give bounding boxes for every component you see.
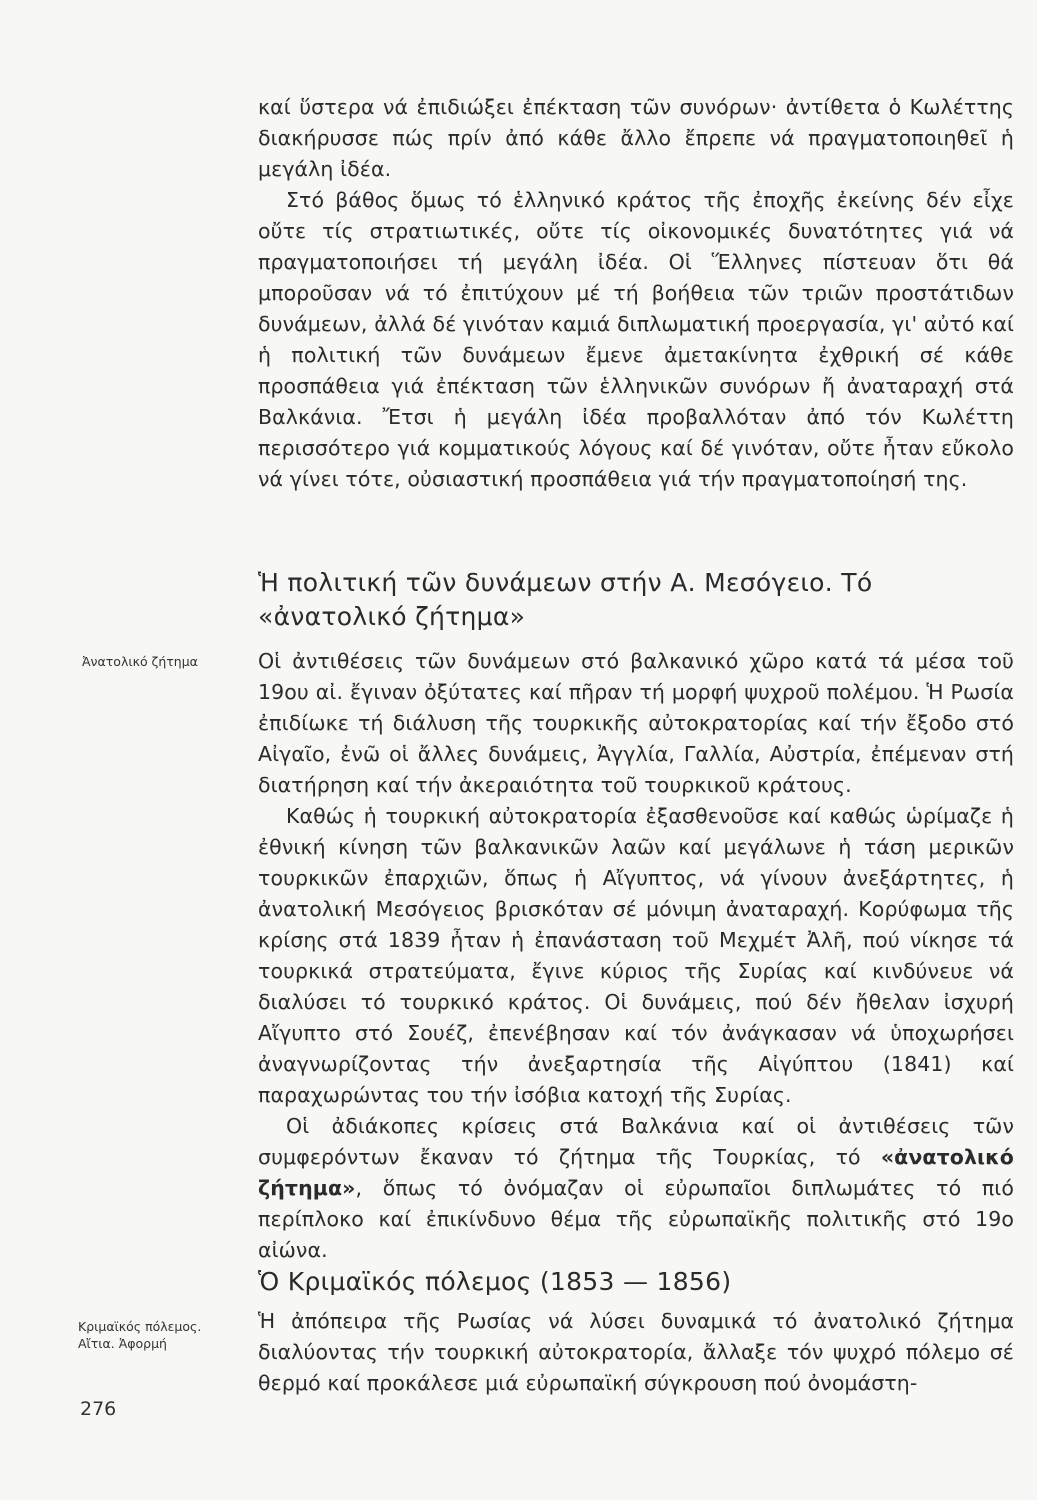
section1-paragraph-1: Οἱ ἀντιθέσεις τῶν δυνάμεων στό βαλκανικό χῶρο κατά τά μέσα τοῦ 19ου αἰ. ἔγιναν ὀξύτατες καί πῆραν τή μορφή ψυχροῦ πολέμου. Ἡ Ρωσία ἐπιδίωκε τή διάλυση τῆς τουρκικῆς αὐτοκρατορίας καί τήν ἔξοδο στό Αἰγαῖο, ἐνῶ οἱ ἄλλες δυνάμεις, Ἀγγλία, Γαλλία, Αὐστρία, ἐπέμεναν στή διατήρηση καί τήν ἀκεραιότητα τοῦ τουρκικοῦ κράτους. [258, 649, 1014, 797]
section-heading-eastern-question: Ἡ πολιτική τῶν δυνάμεων στήν Α. Μεσόγειο. Τό «ἀνατολικό ζήτημα» [258, 568, 873, 631]
section1-paragraph-3 [258, 1111, 1014, 1266]
section2-paragraph-1: Ἡ ἀπόπειρα τῆς Ρωσίας νά λύσει δυναμικά τό ἀνατολικό ζήτημα διαλύοντας τήν τουρκική αὐτοκρατορία, ἄλλαξε τόν ψυχρό πόλεμο σέ θερμό καί προκάλεσε μιά εὐρωπαϊκή σύγκρουση πού ὀνομάστη- [258, 1309, 1014, 1395]
section-crimean-war-text [258, 1306, 1014, 1399]
page-number: 276 [80, 1398, 117, 1420]
intro-paragraph-1: καί ὕστερα νά ἐπιδιώξει ἐπέκταση τῶν συνόρων· ἀντίθετα ὁ Κωλέττης διακήρυσσε πώς πρίν ἀπό κάθε ἄλλο ἔπρεπε νά πραγματοποιηθεῖ ἡ μεγάλη ἰδέα. [258, 95, 1014, 181]
paragraph-text: , ὅπως τό ὀνόμαζαν οἱ εὐρωπαῖοι διπλωμάτες τό πιό περίπλοκο καί ἐπικίνδυνο θέμα τῆς εὐρωπαϊκῆς πολιτικῆς στό 19ο αἰώνα. [258, 1176, 1014, 1262]
intro-paragraph-2: Στό βάθος ὅμως τό ἑλληνικό κράτος τῆς ἐποχῆς ἐκείνης δέν εἶχε οὔτε τίς στρατιωτικές, οὔτε τίς οἰκονομικές δυνατότητες γιά νά πραγματοποιήσει τή μεγάλη ἰδέα. Οἱ Ἕλληνες πίστευαν ὅτι θά μποροῦσαν νά τό ἐπιτύχουν μέ τή βοήθεια τῶν τριῶν προστάτιδων δυνάμεων, ἀλλά δέ γινόταν καμιά διπλωματική προεργασία, γι' αὐτό καί ἡ πολιτική τῶν δυνάμεων ἔμενε ἀμετακίνητα ἐχθρική σέ κάθε προσπάθεια γιά ἐπέκταση τῶν ἑλληνικῶν συνόρων ἤ ἀναταραχή στά Βαλκάνια. Ἔτσι ἡ μεγάλη ἰδέα προβαλλόταν ἀπό τόν Κωλέττη περισσότερο γιά κομματικούς λόγους καί δέ γινόταν, οὔτε ἦταν εὔκολο νά γίνει τότε, οὐσιαστική προσπάθεια γιά τήν πραγματοποίησή της. [258, 188, 1014, 491]
margin-note-eastern-question: Ἀνατολικό ζήτημα [82, 654, 198, 669]
margin-note-crimean-war [78, 1318, 248, 1352]
bold-term: «ἀνατολικό ζήτημα» [258, 1145, 1014, 1200]
intro-text [258, 92, 1014, 495]
margin-note-line: Αἴτια. Ἀφορμή [78, 1336, 167, 1351]
section-heading-crimean-war: Ὁ Κριμαϊκός πόλεμος (1853 — 1856) [258, 1267, 732, 1296]
section-eastern-question-text [258, 646, 1014, 1266]
section1-paragraph-2: Καθώς ἡ τουρκική αὐτοκρατορία ἐξασθενοῦσε καί καθώς ὡρίμαζε ἡ ἐθνική κίνηση τῶν βαλκανικῶν λαῶν καί μεγάλωνε ἡ τάση μερικῶν τουρκικῶν ἐπαρχιῶν, ὅπως ἡ Αἴγυπτος, νά γίνουν ἀνεξάρτητες, ἡ ἀνατολική Μεσόγειος βρισκόταν σέ μόνιμη ἀναταραχή. Κορύφωμα τῆς κρίσης στά 1839 ἦταν ἡ ἐπανάσταση τοῦ Μεχμέτ Ἀλῆ, πού νίκησε τά τουρκικά στρατεύματα, ἔγινε κύριος τῆς Συρίας καί κινδύνευε νά διαλύσει τό τουρκικό κράτος. Οἱ δυνάμεις, πού δέν ἤθελαν ἰσχυρή Αἴγυπτο στό Σουέζ, ἐπενέβησαν καί τόν ἀνάγκασαν νά ὑποχωρήσει ἀναγνωρίζοντας τήν ἀνεξαρτησία τῆς Αἰγύπτου (1841) καί παραχωρώντας του τήν ἰσόβια κατοχή τῆς Συρίας. [258, 804, 1014, 1107]
margin-note-line: Κριμαϊκός πόλεμος. [78, 1319, 202, 1334]
paragraph-text: Οἱ ἀδιάκοπες κρίσεις στά Βαλκάνια καί οἱ ἀντιθέσεις τῶν συμφερόντων ἔκαναν τό ζήτημα τῆς Τουρκίας, τό [258, 1114, 1014, 1169]
